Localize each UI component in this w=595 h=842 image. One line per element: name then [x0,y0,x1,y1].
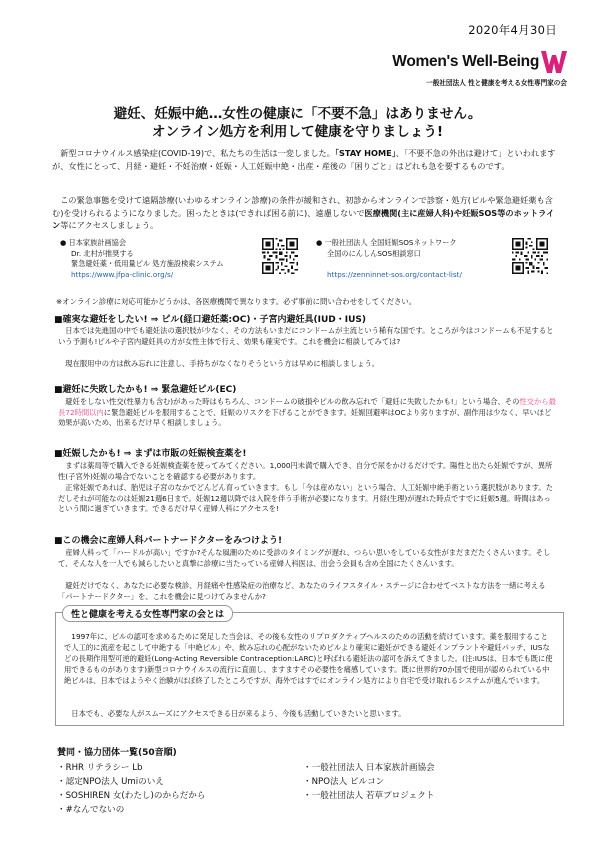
association-title: 性と健康を考える女性専門家の会とは [62,605,233,622]
section-title-emergency: ■避妊に失敗したかも! ⇒ 緊急避妊ピル(EC) [54,385,237,395]
contact-jfpa [60,238,260,280]
contact-url-link[interactable]: https://zenninnet-sos.org/contact-list/ [327,270,462,280]
intro-bold: 「STAY HOME」 [334,148,396,158]
section-body: 現在服用中の方は飲み忘れに注意し、手持ちがなくなりそうという方は早めに相談しましょう。 [65,359,380,368]
supporter-item: ・#なんでないの [57,805,125,815]
association-body: 日本でも、必要な人がスムーズにアクセスできる日が来るよう、今後も活動していきたいと思います。 [71,709,406,718]
supporters-left-list [57,761,205,817]
contact-org: ● 一般社団法人 全国妊娠SOSネットワーク [316,238,457,247]
headline [0,106,595,141]
intro-bold: 医療機関(主に産婦人科)や妊娠SOS等のホットライン [52,207,555,231]
brand-block [353,53,567,91]
supporter-item: ・認定NPO法人 Umiのいえ [57,777,164,787]
intro-text: 等にアクセスしましょう。 [60,220,159,231]
section-text: 避妊をしない性交(性暴力も含む)があった時はもちろん、コンドームの破損やピルの飲み忘れで「避妊に失敗したかも!」という場合、その [65,397,520,406]
section-title-contraception: ■確実な避妊をしたい! ⇒ ピル(経口避妊薬:OC)・子宮内避妊具(IUD・IUS) [54,315,366,325]
highlight-text: 性交から最長72時間以内 [58,397,556,417]
section-body: 正常妊娠であれば、胎児は子宮のなかでどんどん育っていきます。もし「今は産めない」という場合、人工妊娠中絶手術という選択肢があります。ただしそれが可能なのは妊娠21週6日まで。妊娠12週以降では入院を伴う手術が必要になります。月経(生理)が遅れた時点ですでに妊娠5週。時間はあっという間に過ぎていきます。できるだけ早く産婦人科にアクセスを! [58,483,554,514]
section-body: 産婦人科って「ハードルが高い」ですか?そんな風潮のために受診のタイミングが遅れ、つらい思いをしている女性がまだまだたくさんいます。そして、そんな人を一人でも減らしたいと真摯に診療に当たっている産婦人科医は、出会う会員も含め全国にたくさんいます。 [58,548,551,568]
online-note: ※オンライン診療に対応可能かどうかは、各医療機関で異なります。必ず事前に問い合わせをしてください。 [56,297,417,306]
supporters-right-list [303,761,435,803]
supporter-item: ・SOSHIREN 女(わたし)のからだから [57,791,206,801]
brand-name: Women's Well-Being [392,53,539,70]
supporter-item: ・一般社団法人 日本家族計画協会 [303,763,435,773]
brand-tagline: 一般社団法人 性と健康を考える女性専門家の会 [426,79,567,87]
section-body: まずは薬局等で購入できる妊娠検査薬を使ってみてください。1,000円未満で購入でき、自分で尿をかけるだけです。陽性と出たら妊娠ですが、異所性(子宮外)妊娠の場合でないことを確認する必要があります。 [58,461,553,481]
supporters-title: 賛同・協力団体一覧(50音順) [57,748,177,758]
qr-code-icon[interactable] [262,238,298,274]
section-body: 避妊だけでなく、あなたに必要な検診、月経痛や性感染症の治療など、あなたのライフスタイル・ステージに合わせてベストな方法を一緒に考える「パートナードクター」を、これを機会に見つけてみませんか? [58,581,546,601]
supporter-item: ・一般社団法人 若草プロジェクト [303,791,435,801]
contact-desc: 全国のにんしんSOS相談窓口 [327,248,421,258]
intro-text: この緊急事態を受けて遠隔診療(いわゆるオンライン診療)の条件が緩和され、初診からオンラインで診察・処方(ピルや緊急避妊薬も含む)を受けられるようになりました。困ったときは(できれば困る前に)、遠慮しないで [52,195,553,218]
association-body: 1997年に、ピルの認可を求めるために発足した当会は、その後も女性のリプロダクティブヘルスのための活動を続けています。薬を服用することで人工的に流産を起こして中絶する「中絶ピル」や、飲み忘れの心配がないためピルより確実に避妊ができる避妊インプラントや避妊パッチ、IUSなどの長期作用型可逆的避妊(Long-Acting Reversible Contraception:LARC)と呼ばれる避妊法の認可を訴えてきました。(注:IUSは、日本でも既に使用できるものがあります)新型コロナウイルスの流行に直面し、ますますその必要性を痛感しています。既に世界約70か国で使用が認められている中絶ピルは、日本ではようやく治験がほぼ終了したところですが、海外ではすでにオンライン処方により自宅で受け取れるシステムが進んでいます。 [64,632,553,685]
section-title-partner-doctor: ■この機会に産婦人科パートナードクターをみつけよう! [54,536,283,546]
intro-text: 新型コロナウイルス感染症(COVID-19)で、私たちの生活は一変しました。 [60,148,335,158]
section-body: 日本では先進国の中でも避妊法の選択肢が少なく、その方法もいまだにコンドームが主流という稀有な国です。ところが今はコンドームも不足するという予測も!ピルや子宮内避妊具の方が女性主体で行え、効果も確実です。これを機会に相談してみては? [58,326,554,346]
section-body [58,397,557,429]
contact-sos-network [316,238,516,281]
headline-line-2: オンライン処方を利用して健康を守りましょう! [151,123,444,140]
qr-code-icon[interactable] [512,238,548,274]
intro-paragraph-1 [52,147,557,172]
contact-desc: Dr. 北村が推奨する [71,248,134,258]
section-text: に緊急避妊ピルを服用することで、妊娠のリスクを下げることができます。妊娠回避率はOCより劣りますが、副作用は少なく、早いほど効果が高いため、出来るだけ早く相談しましょう。 [58,407,552,428]
intro-paragraph-2 [52,194,557,232]
headline-line-1: 避妊、妊娠中絶…女性の健康に「不要不急」はありません。 [113,106,482,122]
contact-desc: 緊急避妊薬・低用量ピル 処方施設検索システム [71,259,224,269]
contact-org: ● 日本家族計画協会 [60,238,127,247]
supporter-item: ・RHR リテラシー Lb [57,763,143,773]
intro-text: 、「不要不急の外出は避けて」といわれますが、女性にとって、月経・避妊・不妊治療・妊娠・人工妊娠中絶・出産・産後の「困りごと」はどれも急を要するものです。 [52,148,556,171]
supporter-item: ・NPO法人 ピルコン [303,777,385,787]
brand-logo-icon [541,51,567,73]
contact-url-link[interactable]: https://www.jfpa-clinic.org/s/ [71,269,174,279]
date: 2020年4月30日 [468,23,557,37]
section-title-pregnancy: ■妊娠したかも! ⇒ まずは市販の妊娠検査薬を! [54,449,247,459]
